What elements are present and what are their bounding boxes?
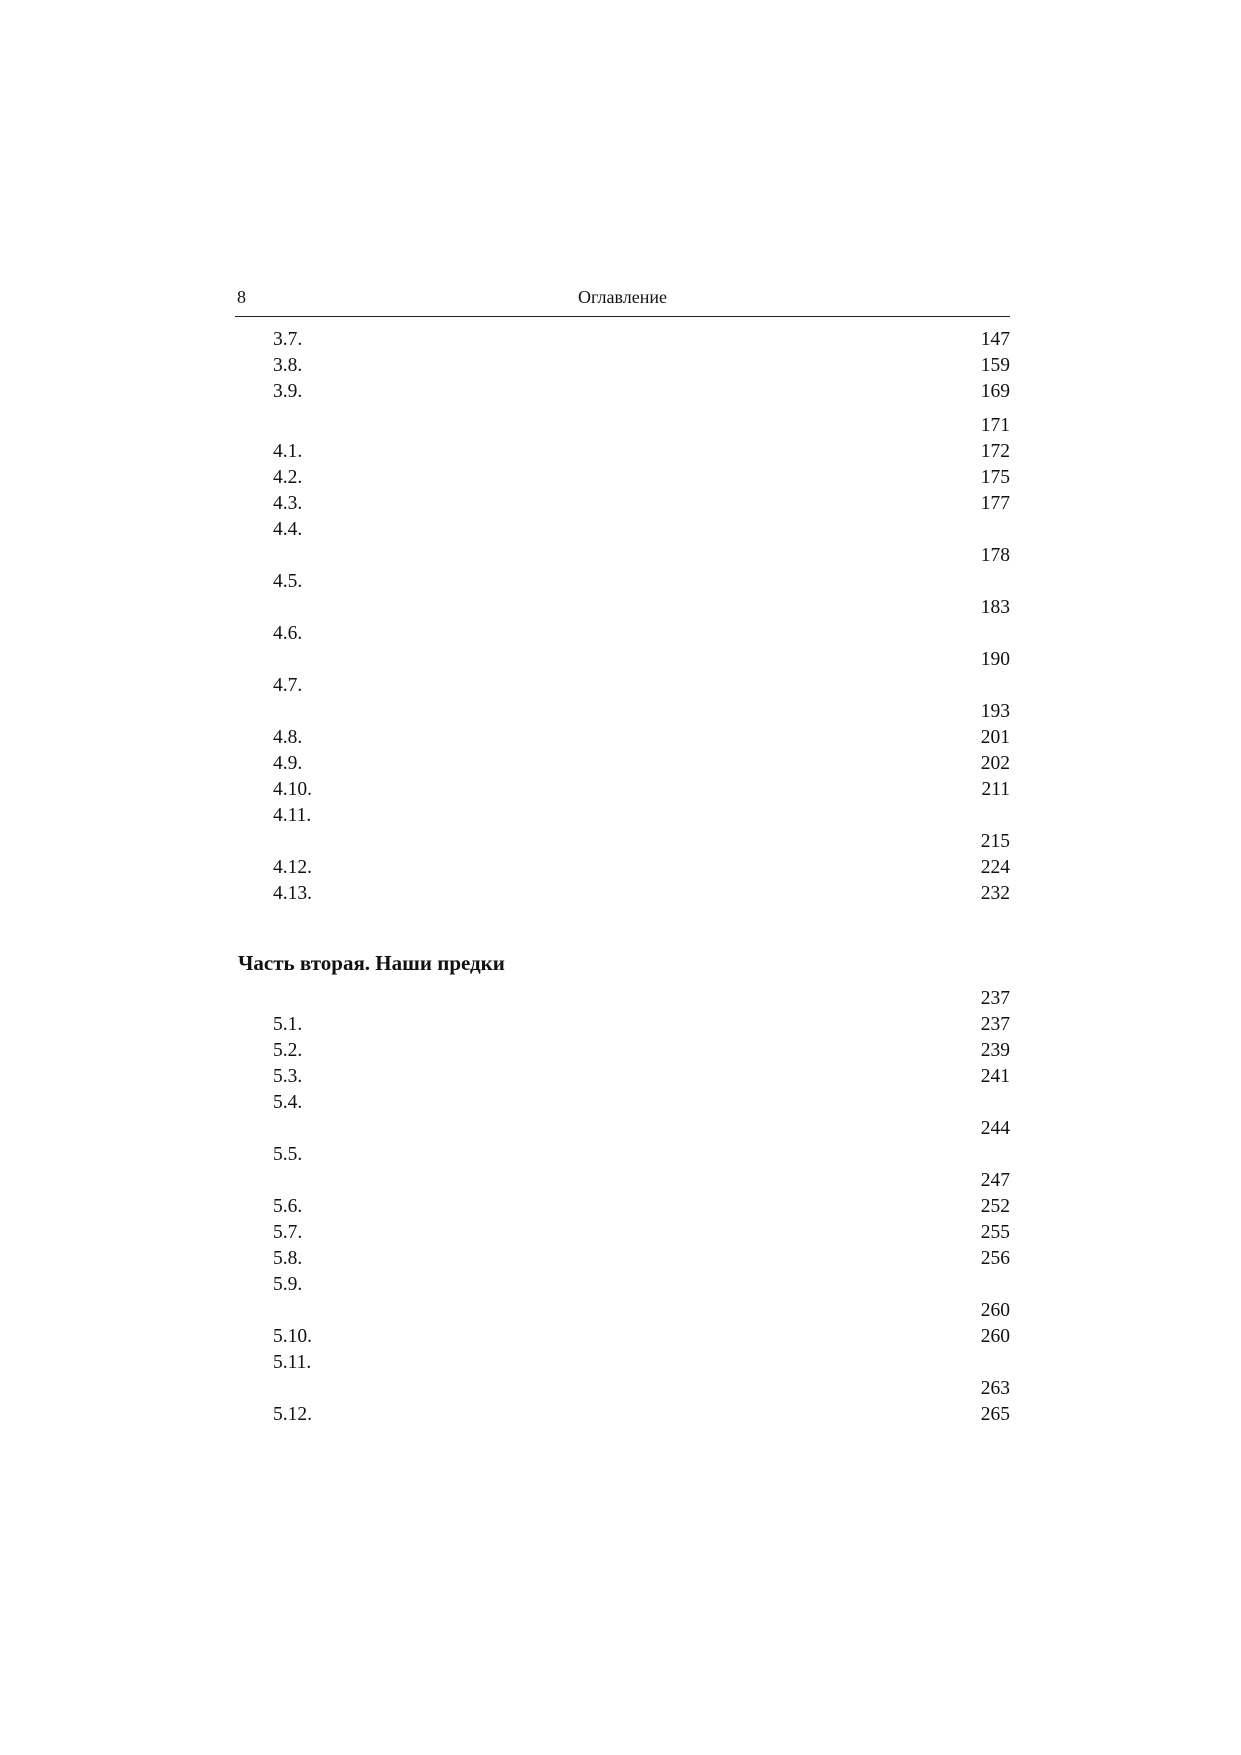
section-number: 5.9.	[273, 1274, 303, 1295]
toc-entry-line[interactable]	[235, 543, 1010, 569]
chapter-heading[interactable]	[235, 986, 1010, 1012]
toc-entry-line[interactable]	[235, 379, 1010, 405]
toc-entry-line[interactable]	[235, 1324, 1010, 1350]
section-number: 5.8.	[273, 1248, 303, 1269]
toc-entry-line[interactable]	[235, 569, 1010, 595]
section-number: 4.10.	[273, 779, 312, 800]
page-ref: 183	[972, 595, 1010, 621]
toc-entry-line[interactable]	[235, 1246, 1010, 1272]
section-number: 5.11.	[273, 1352, 312, 1373]
page-ref: 178	[972, 543, 1010, 569]
section-number: 4.9.	[273, 753, 303, 774]
toc-entry-line[interactable]	[235, 1402, 1010, 1428]
toc-entry-line[interactable]	[235, 1116, 1010, 1142]
section-number: 4.2.	[273, 467, 303, 488]
toc-entry-line[interactable]	[235, 1298, 1010, 1324]
page-ref: 169	[972, 379, 1010, 405]
toc-entry-line[interactable]	[235, 829, 1010, 855]
page-ref: 241	[972, 1064, 1010, 1090]
running-title: Оглавление	[578, 287, 667, 307]
page-ref: 247	[972, 1168, 1010, 1194]
toc-chapter-4	[235, 413, 1010, 439]
section-number: 4.13.	[273, 883, 312, 904]
page-ref: 260	[972, 1298, 1010, 1324]
page-ref: 239	[972, 1038, 1010, 1064]
page-ref: 159	[972, 353, 1010, 379]
section-number: 5.5.	[273, 1144, 303, 1165]
section-number: 3.8.	[273, 355, 303, 376]
page-ref: 244	[972, 1116, 1010, 1142]
section-number: 4.11.	[273, 805, 312, 826]
page-ref: 237	[972, 986, 1010, 1012]
running-header	[235, 284, 1010, 317]
page-ref: 252	[972, 1194, 1010, 1220]
page-ref: 211	[972, 777, 1010, 803]
toc-entry-line[interactable]	[235, 1220, 1010, 1246]
toc-entry-line[interactable]	[235, 1012, 1010, 1038]
toc-entry-line[interactable]	[235, 725, 1010, 751]
toc-entry-line[interactable]	[235, 647, 1010, 673]
section-number: 5.4.	[273, 1092, 303, 1113]
section-number: 4.4.	[273, 519, 303, 540]
toc-entry-line[interactable]	[235, 353, 1010, 379]
toc-entry-line[interactable]	[235, 327, 1010, 353]
page-ref: 171	[972, 413, 1010, 439]
toc-entry-line[interactable]	[235, 751, 1010, 777]
toc-entry-line[interactable]	[235, 1168, 1010, 1194]
page-ref: 232	[972, 881, 1010, 907]
section-number: 5.12.	[273, 1404, 312, 1425]
toc-entry-line[interactable]	[235, 1038, 1010, 1064]
page-ref: 177	[972, 491, 1010, 517]
page-ref: 215	[972, 829, 1010, 855]
toc-entry-line[interactable]	[235, 855, 1010, 881]
section-number: 5.7.	[273, 1222, 303, 1243]
toc-entry-line[interactable]	[235, 1194, 1010, 1220]
page-ref: 237	[972, 1012, 1010, 1038]
toc-entry-line[interactable]	[235, 1142, 1010, 1168]
section-number: 4.5.	[273, 571, 303, 592]
part-heading: Часть вторая. Наши предки	[238, 951, 505, 975]
section-number: 4.7.	[273, 675, 303, 696]
chapter-heading[interactable]	[235, 413, 1010, 439]
toc-entry-line[interactable]	[235, 439, 1010, 465]
section-number: 4.8.	[273, 727, 303, 748]
toc-entry-line[interactable]	[235, 1090, 1010, 1116]
section-number: 5.6.	[273, 1196, 303, 1217]
section-number: 4.3.	[273, 493, 303, 514]
page-ref: 202	[972, 751, 1010, 777]
section-number: 3.7.	[273, 329, 303, 350]
toc-entry-line[interactable]	[235, 465, 1010, 491]
toc-entry-line[interactable]	[235, 621, 1010, 647]
toc-entry-line[interactable]	[235, 1376, 1010, 1402]
toc-entry-line[interactable]	[235, 1064, 1010, 1090]
toc-entry-line[interactable]	[235, 777, 1010, 803]
toc-section-4	[235, 439, 1010, 907]
page-ref: 224	[972, 855, 1010, 881]
page-ref: 201	[972, 725, 1010, 751]
section-number: 4.1.	[273, 441, 303, 462]
toc-entry-line[interactable]	[235, 881, 1010, 907]
page-ref: 255	[972, 1220, 1010, 1246]
section-number: 5.2.	[273, 1040, 303, 1061]
page-ref: 256	[972, 1246, 1010, 1272]
toc-entry-line[interactable]	[235, 673, 1010, 699]
page-ref: 190	[972, 647, 1010, 673]
toc-entry-line[interactable]	[235, 1350, 1010, 1376]
page-ref: 260	[972, 1324, 1010, 1350]
toc-entry-line[interactable]	[235, 699, 1010, 725]
section-number: 5.3.	[273, 1066, 303, 1087]
page-ref: 147	[972, 327, 1010, 353]
section-number: 5.10.	[273, 1326, 312, 1347]
toc-section-3-tail	[235, 327, 1010, 405]
page-ref: 172	[972, 439, 1010, 465]
section-number: 5.1.	[273, 1014, 303, 1035]
toc-chapter-5	[235, 986, 1010, 1012]
toc-entry-line[interactable]	[235, 491, 1010, 517]
toc-section-5	[235, 1012, 1010, 1428]
section-number: 4.6.	[273, 623, 303, 644]
page-number: 8	[237, 287, 246, 307]
page-ref: 265	[972, 1402, 1010, 1428]
page-ref: 175	[972, 465, 1010, 491]
section-number: 3.9.	[273, 381, 303, 402]
toc-entry-line[interactable]	[235, 595, 1010, 621]
toc-entry-line[interactable]	[235, 517, 1010, 543]
section-number: 4.12.	[273, 857, 312, 878]
page-ref: 193	[972, 699, 1010, 725]
toc-entry-line[interactable]	[235, 803, 1010, 829]
page-ref: 263	[972, 1376, 1010, 1402]
toc-entry-line[interactable]	[235, 1272, 1010, 1298]
